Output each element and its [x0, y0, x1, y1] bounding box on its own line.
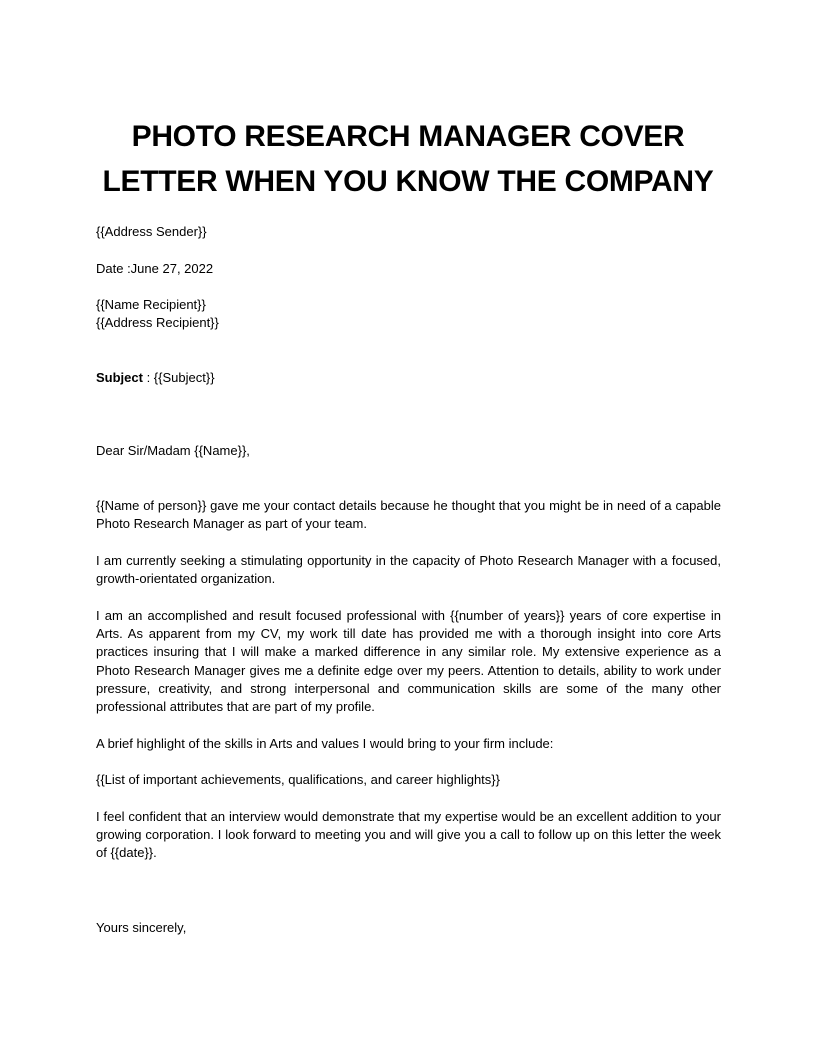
paragraph-closing-statement: I feel confident that an interview would demonstrate that my expertise would be an excellent addition to your growing corporation. I look forward to meeting you and will give you a call to follow up on this letter the week of {{date}}. — [96, 809, 721, 861]
recipient-block — [96, 296, 721, 332]
subject-label: Subject — [96, 370, 143, 385]
salutation: Dear Sir/Madam {{Name}}, — [96, 443, 250, 458]
title-line-1: PHOTO RESEARCH MANAGER COVER — [131, 120, 685, 153]
subject-value: : {{Subject}} — [142, 370, 215, 385]
paragraph-experience: I am an accomplished and result focused professional with {{number of years}} years of core expertise in Arts. As apparent from my CV, my work till date has provided me with a thorough insight into core Arts practices insuring that I will make a marked difference in any similar role. My extensive experience as a Photo Research Manager gives me a definite edge over my peers. Attention to details, ability to work under pressure, creativity, and strong interpersonal and communication skills are some of the many other professional attributes that are part of my profile. — [96, 608, 721, 715]
paragraph-seeking: I am currently seeking a stimulating opportunity in the capacity of Photo Research Manager with a focused, growth-orientated organization. — [96, 553, 721, 587]
letter-date: Date :June 27, 2022 — [96, 261, 214, 276]
paragraph-intro: {{Name of person}} gave me your contact details because he thought that you might be in need of a capable Photo Research Manager as part of your team. — [96, 498, 721, 532]
closing-signoff: Yours sincerely, — [96, 920, 187, 935]
paragraph-achievements: {{List of important achievements, qualifications, and career highlights}} — [96, 772, 500, 787]
letter-title — [60, 114, 756, 204]
recipient-name: {{Name Recipient}} — [96, 297, 206, 312]
subject-line — [96, 369, 721, 387]
sender-address: {{Address Sender}} — [96, 224, 207, 239]
recipient-address: {{Address Recipient}} — [96, 315, 219, 331]
title-line-2: LETTER WHEN YOU KNOW THE COMPANY — [102, 165, 714, 198]
paragraph-skills-intro: A brief highlight of the skills in Arts and values I would bring to your firm include: — [96, 736, 554, 751]
